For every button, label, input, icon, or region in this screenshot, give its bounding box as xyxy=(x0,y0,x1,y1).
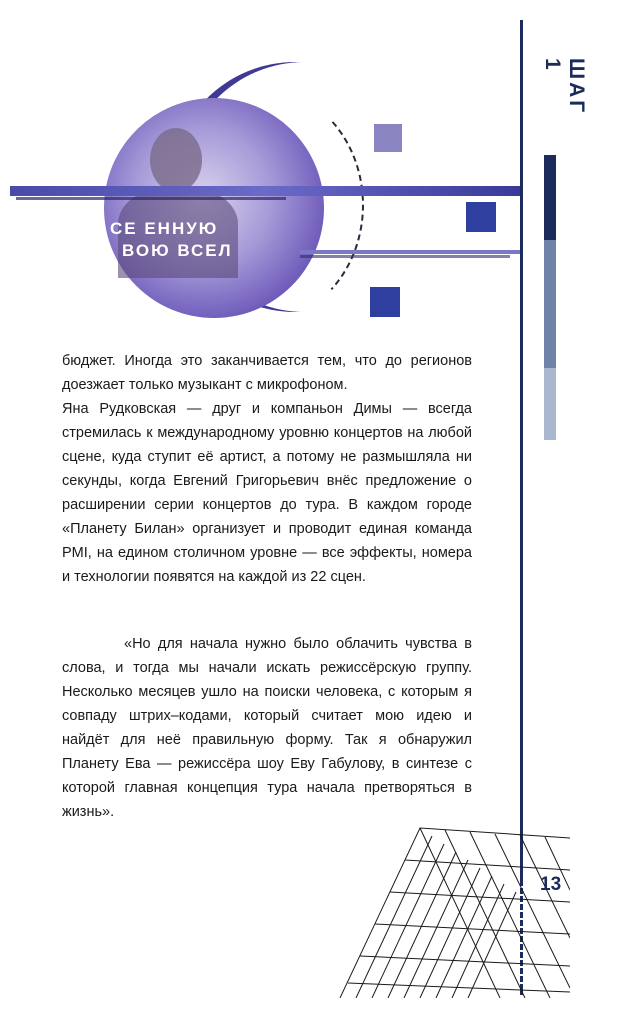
side-progress-bar-dark xyxy=(544,155,556,240)
square-decoration xyxy=(466,202,496,232)
square-decoration xyxy=(370,287,400,317)
paragraph-yana: Яна Рудковская — друг и компаньон Димы — всегда стремилась к международному уровню концертов на любой сцене, куда ступит её артист, а потому не размышляла ни секунды, когда Евгений Григорьевич внёс предложение о расширении серии концертов до тура. В каждом городе «Планету Билан» организует и проводит единая команда PMI, на едином столичном уровне — все эффекты, номера и технологии появятся на каждой из 22 сцен. xyxy=(62,401,472,585)
horizontal-bar-right-decoration xyxy=(300,250,520,254)
square-decoration xyxy=(374,124,402,152)
quote-paragraph: «Но для начала нужно было облачить чувства в слова, и тогда мы начали искать режиссёрскую группу. Несколько месяцев ушло на поиски человека, с которым я совпаду штрих–кодами, который считает мою идею и найдёт для неё правильную форму. Так я обнаружил Планету Ева — режиссёра шоу Еву Габулову, в синтезе с которой главная концепция тура начала претворяться в жизнь». xyxy=(62,636,472,820)
photo-caption-line1: СЕ ЕННУЮ xyxy=(110,219,219,238)
side-progress-bar-light xyxy=(544,368,556,440)
photo-caption-line2: ВОЮ ВСЕЛ xyxy=(122,241,233,260)
horizontal-bar-right-shadow-decoration xyxy=(300,255,510,258)
horizontal-bar-decoration xyxy=(10,186,520,196)
paragraph-budget: бюджет. Иногда это заканчивается тем, что до регионов доезжает только музыкант с микрофоном. xyxy=(62,353,472,393)
wireframe-grid-cube xyxy=(320,808,570,998)
body-paragraph xyxy=(62,349,472,589)
step-label: ШАГ 1 xyxy=(541,58,588,116)
dashed-arc-decoration xyxy=(160,88,364,322)
page-number: 13 xyxy=(540,874,562,895)
side-progress-bar-mid xyxy=(544,240,556,368)
horizontal-thin-bar-decoration xyxy=(16,197,286,200)
